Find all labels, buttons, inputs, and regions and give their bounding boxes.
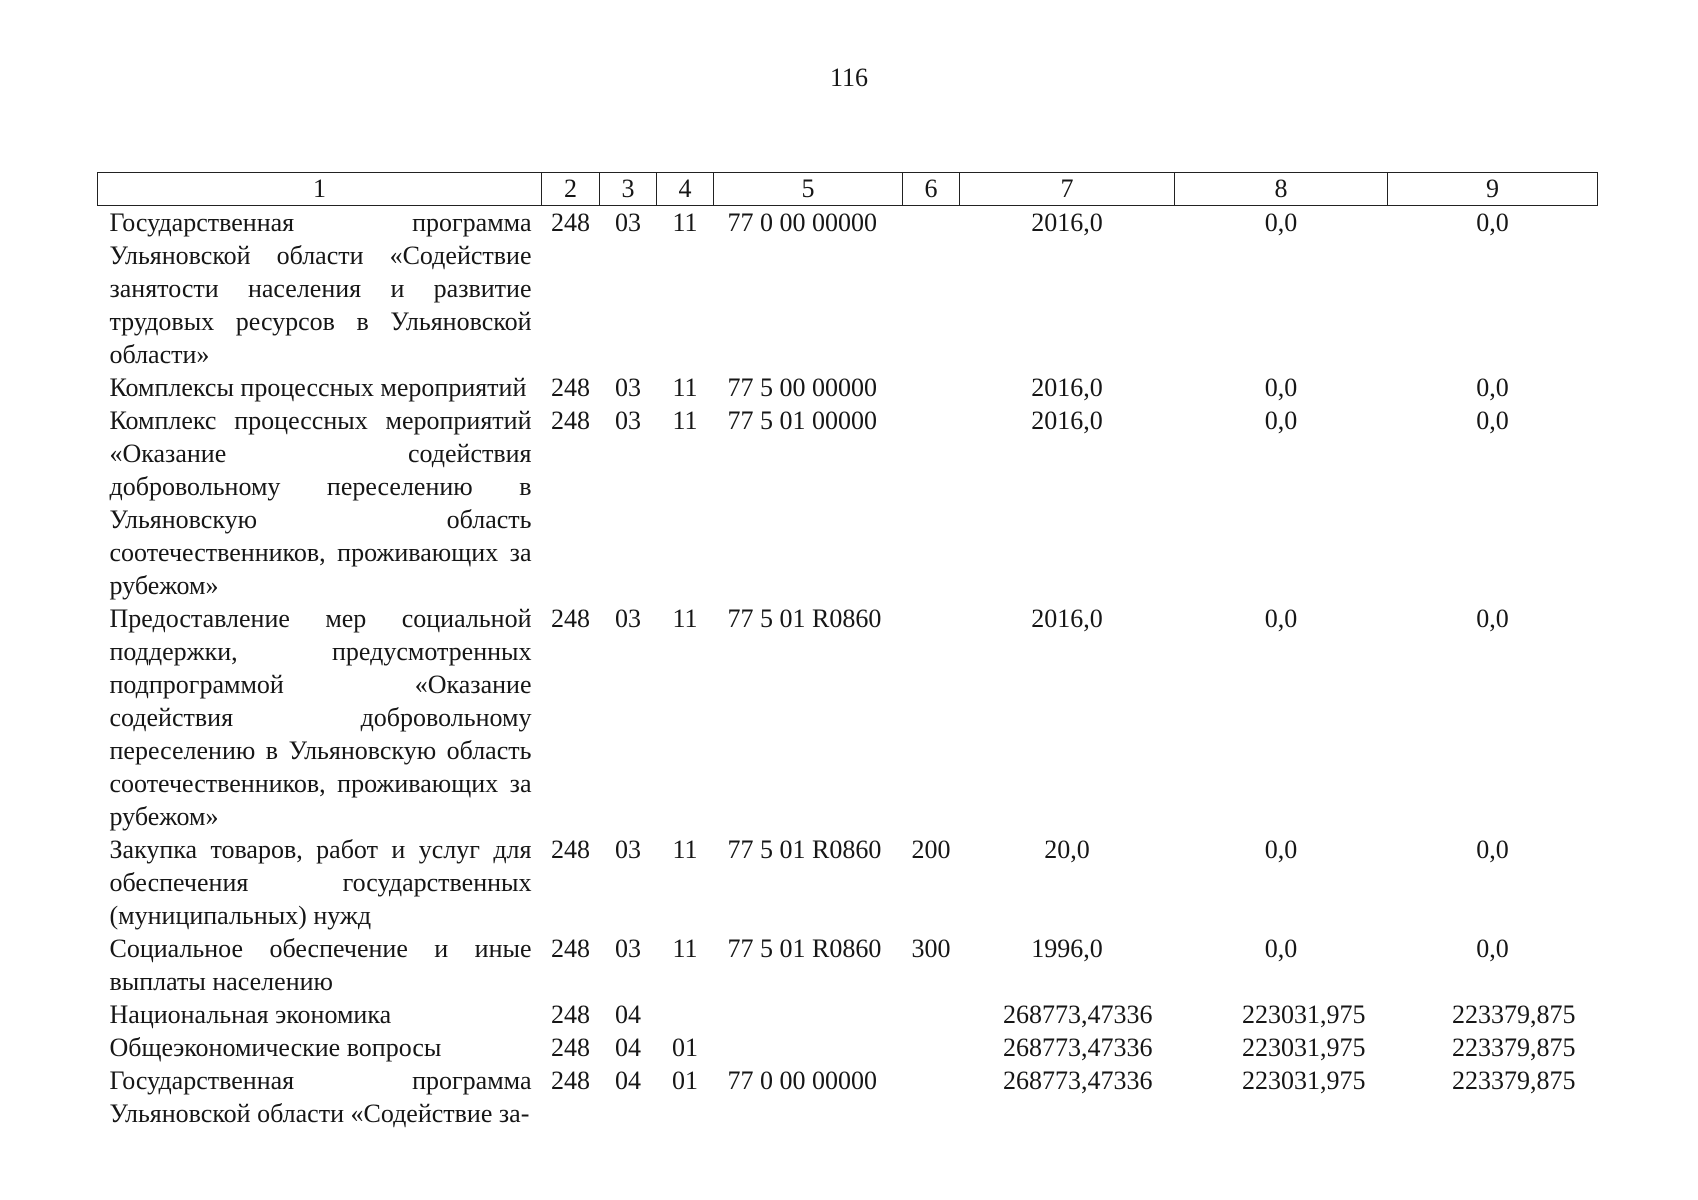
cell-col3: 03 (615, 373, 641, 402)
cell-col6: 300 (911, 934, 951, 963)
cell-col9: 223379,875 (1452, 1033, 1576, 1062)
header-cell: 9 (1388, 173, 1598, 206)
cell-col4: 01 (672, 1066, 698, 1095)
cell-col8: 223031,975 (1242, 1000, 1366, 1029)
cell-col2: 248 (551, 1066, 590, 1095)
cell-col6 (903, 998, 960, 1031)
table-row (98, 1064, 1598, 1130)
cell-col2: 248 (551, 1000, 590, 1029)
cell-col6 (903, 371, 960, 404)
cell-col7: 268773,47336 (1003, 1033, 1153, 1062)
cell-col4: 11 (672, 604, 698, 633)
cell-col6 (903, 404, 960, 602)
cell-col8: 0,0 (1264, 604, 1298, 633)
cell-col6 (903, 1064, 960, 1130)
cell-col9: 223379,875 (1452, 1000, 1576, 1029)
row-name: Закупка товаров, работ и услуг для обеспечения государственных (муниципальных) нужд (109, 835, 532, 930)
row-name: Государственная программа Ульяновской области «Содействие занятости населения и развитие трудовых ресурсов в Ульяновской области» (109, 208, 532, 369)
row-name: Комплекс процессных мероприятий «Оказание содействия добровольному переселению в Ульяновскую область соотечественников, проживающих за рубежом» (109, 406, 532, 600)
cell-col4: 11 (672, 208, 698, 237)
row-name: Общеэкономические вопросы (109, 1033, 442, 1062)
cell-col9: 0,0 (1476, 604, 1509, 633)
table-row (98, 404, 1598, 602)
cell-col7: 20,0 (1044, 835, 1090, 864)
budget-table (97, 172, 1598, 1130)
header-cell: 4 (657, 173, 714, 206)
table-row (98, 998, 1598, 1031)
header-cell: 3 (600, 173, 657, 206)
cell-col7: 2016,0 (1031, 406, 1103, 435)
cell-col4: 11 (672, 373, 698, 402)
cell-col4 (657, 998, 714, 1031)
header-cell: 6 (903, 173, 960, 206)
cell-col6: 200 (911, 835, 951, 864)
cell-col5 (714, 998, 903, 1031)
cell-col8: 0,0 (1264, 835, 1298, 864)
cell-col2: 248 (551, 934, 590, 963)
page-number: 116 (829, 63, 869, 92)
table-row (98, 833, 1598, 932)
cell-col5: 77 5 00 00000 (727, 373, 877, 402)
table-row (98, 1031, 1598, 1064)
cell-col9: 0,0 (1476, 208, 1509, 237)
table-row (98, 602, 1598, 833)
header-cell: 8 (1175, 173, 1388, 206)
cell-col3: 04 (615, 1066, 641, 1095)
row-name: Государственная программа Ульяновской области «Содействие за- (109, 1066, 532, 1128)
table-row (98, 206, 1598, 372)
cell-col9: 0,0 (1476, 835, 1509, 864)
cell-col9: 223379,875 (1452, 1066, 1576, 1095)
cell-col5 (714, 1031, 903, 1064)
cell-col3: 04 (615, 1033, 641, 1062)
cell-col8: 0,0 (1264, 406, 1298, 435)
cell-col2: 248 (551, 604, 590, 633)
cell-col7: 2016,0 (1031, 604, 1103, 633)
cell-col9: 0,0 (1476, 934, 1509, 963)
cell-col2: 248 (551, 208, 590, 237)
cell-col7: 268773,47336 (1003, 1066, 1153, 1095)
row-name: Национальная экономика (109, 1000, 392, 1029)
cell-col5: 77 5 01 R0860 (727, 604, 882, 633)
header-cell: 5 (714, 173, 903, 206)
cell-col2: 248 (551, 406, 590, 435)
cell-col4: 11 (672, 835, 698, 864)
cell-col8: 223031,975 (1242, 1066, 1366, 1095)
cell-col8: 0,0 (1264, 208, 1298, 237)
cell-col8: 0,0 (1264, 934, 1298, 963)
cell-col5: 77 5 01 R0860 (727, 835, 882, 864)
table-header-row (98, 173, 1598, 206)
cell-col9: 0,0 (1476, 373, 1509, 402)
cell-col5: 77 0 00 00000 (727, 208, 877, 237)
cell-col3: 03 (615, 406, 641, 435)
cell-col3: 03 (615, 934, 641, 963)
header-cell: 1 (98, 173, 542, 206)
row-name: Комплексы процессных мероприятий (109, 373, 527, 402)
cell-col7: 2016,0 (1031, 373, 1103, 402)
cell-col7: 1996,0 (1031, 934, 1103, 963)
cell-col2: 248 (551, 1033, 590, 1062)
cell-col4: 11 (672, 934, 698, 963)
cell-col3: 04 (615, 1000, 641, 1029)
table-row (98, 932, 1598, 998)
cell-col8: 223031,975 (1242, 1033, 1366, 1062)
cell-col3: 03 (615, 208, 641, 237)
cell-col3: 03 (615, 604, 641, 633)
row-name: Предоставление мер социальной поддержки, предусмотренных подпрограммой «Оказание содействия добровольному переселению в Ульяновскую область соотечественников, проживающих за рубежом» (109, 604, 532, 831)
cell-col3: 03 (615, 835, 641, 864)
cell-col8: 0,0 (1264, 373, 1298, 402)
cell-col6 (903, 206, 960, 372)
cell-col6 (903, 602, 960, 833)
cell-col2: 248 (551, 835, 590, 864)
cell-col4: 01 (672, 1033, 698, 1062)
cell-col7: 2016,0 (1031, 208, 1103, 237)
cell-col6 (903, 1031, 960, 1064)
cell-col5: 77 5 01 00000 (727, 406, 877, 435)
cell-col5: 77 5 01 R0860 (727, 934, 882, 963)
cell-col5: 77 0 00 00000 (727, 1066, 877, 1095)
row-name: Социальное обеспечение и иные выплаты населению (109, 934, 532, 996)
cell-col2: 248 (551, 373, 590, 402)
header-cell: 2 (542, 173, 600, 206)
cell-col9: 0,0 (1476, 406, 1509, 435)
cell-col7: 268773,47336 (1003, 1000, 1153, 1029)
header-cell: 7 (960, 173, 1175, 206)
table-row (98, 371, 1598, 404)
cell-col4: 11 (672, 406, 698, 435)
